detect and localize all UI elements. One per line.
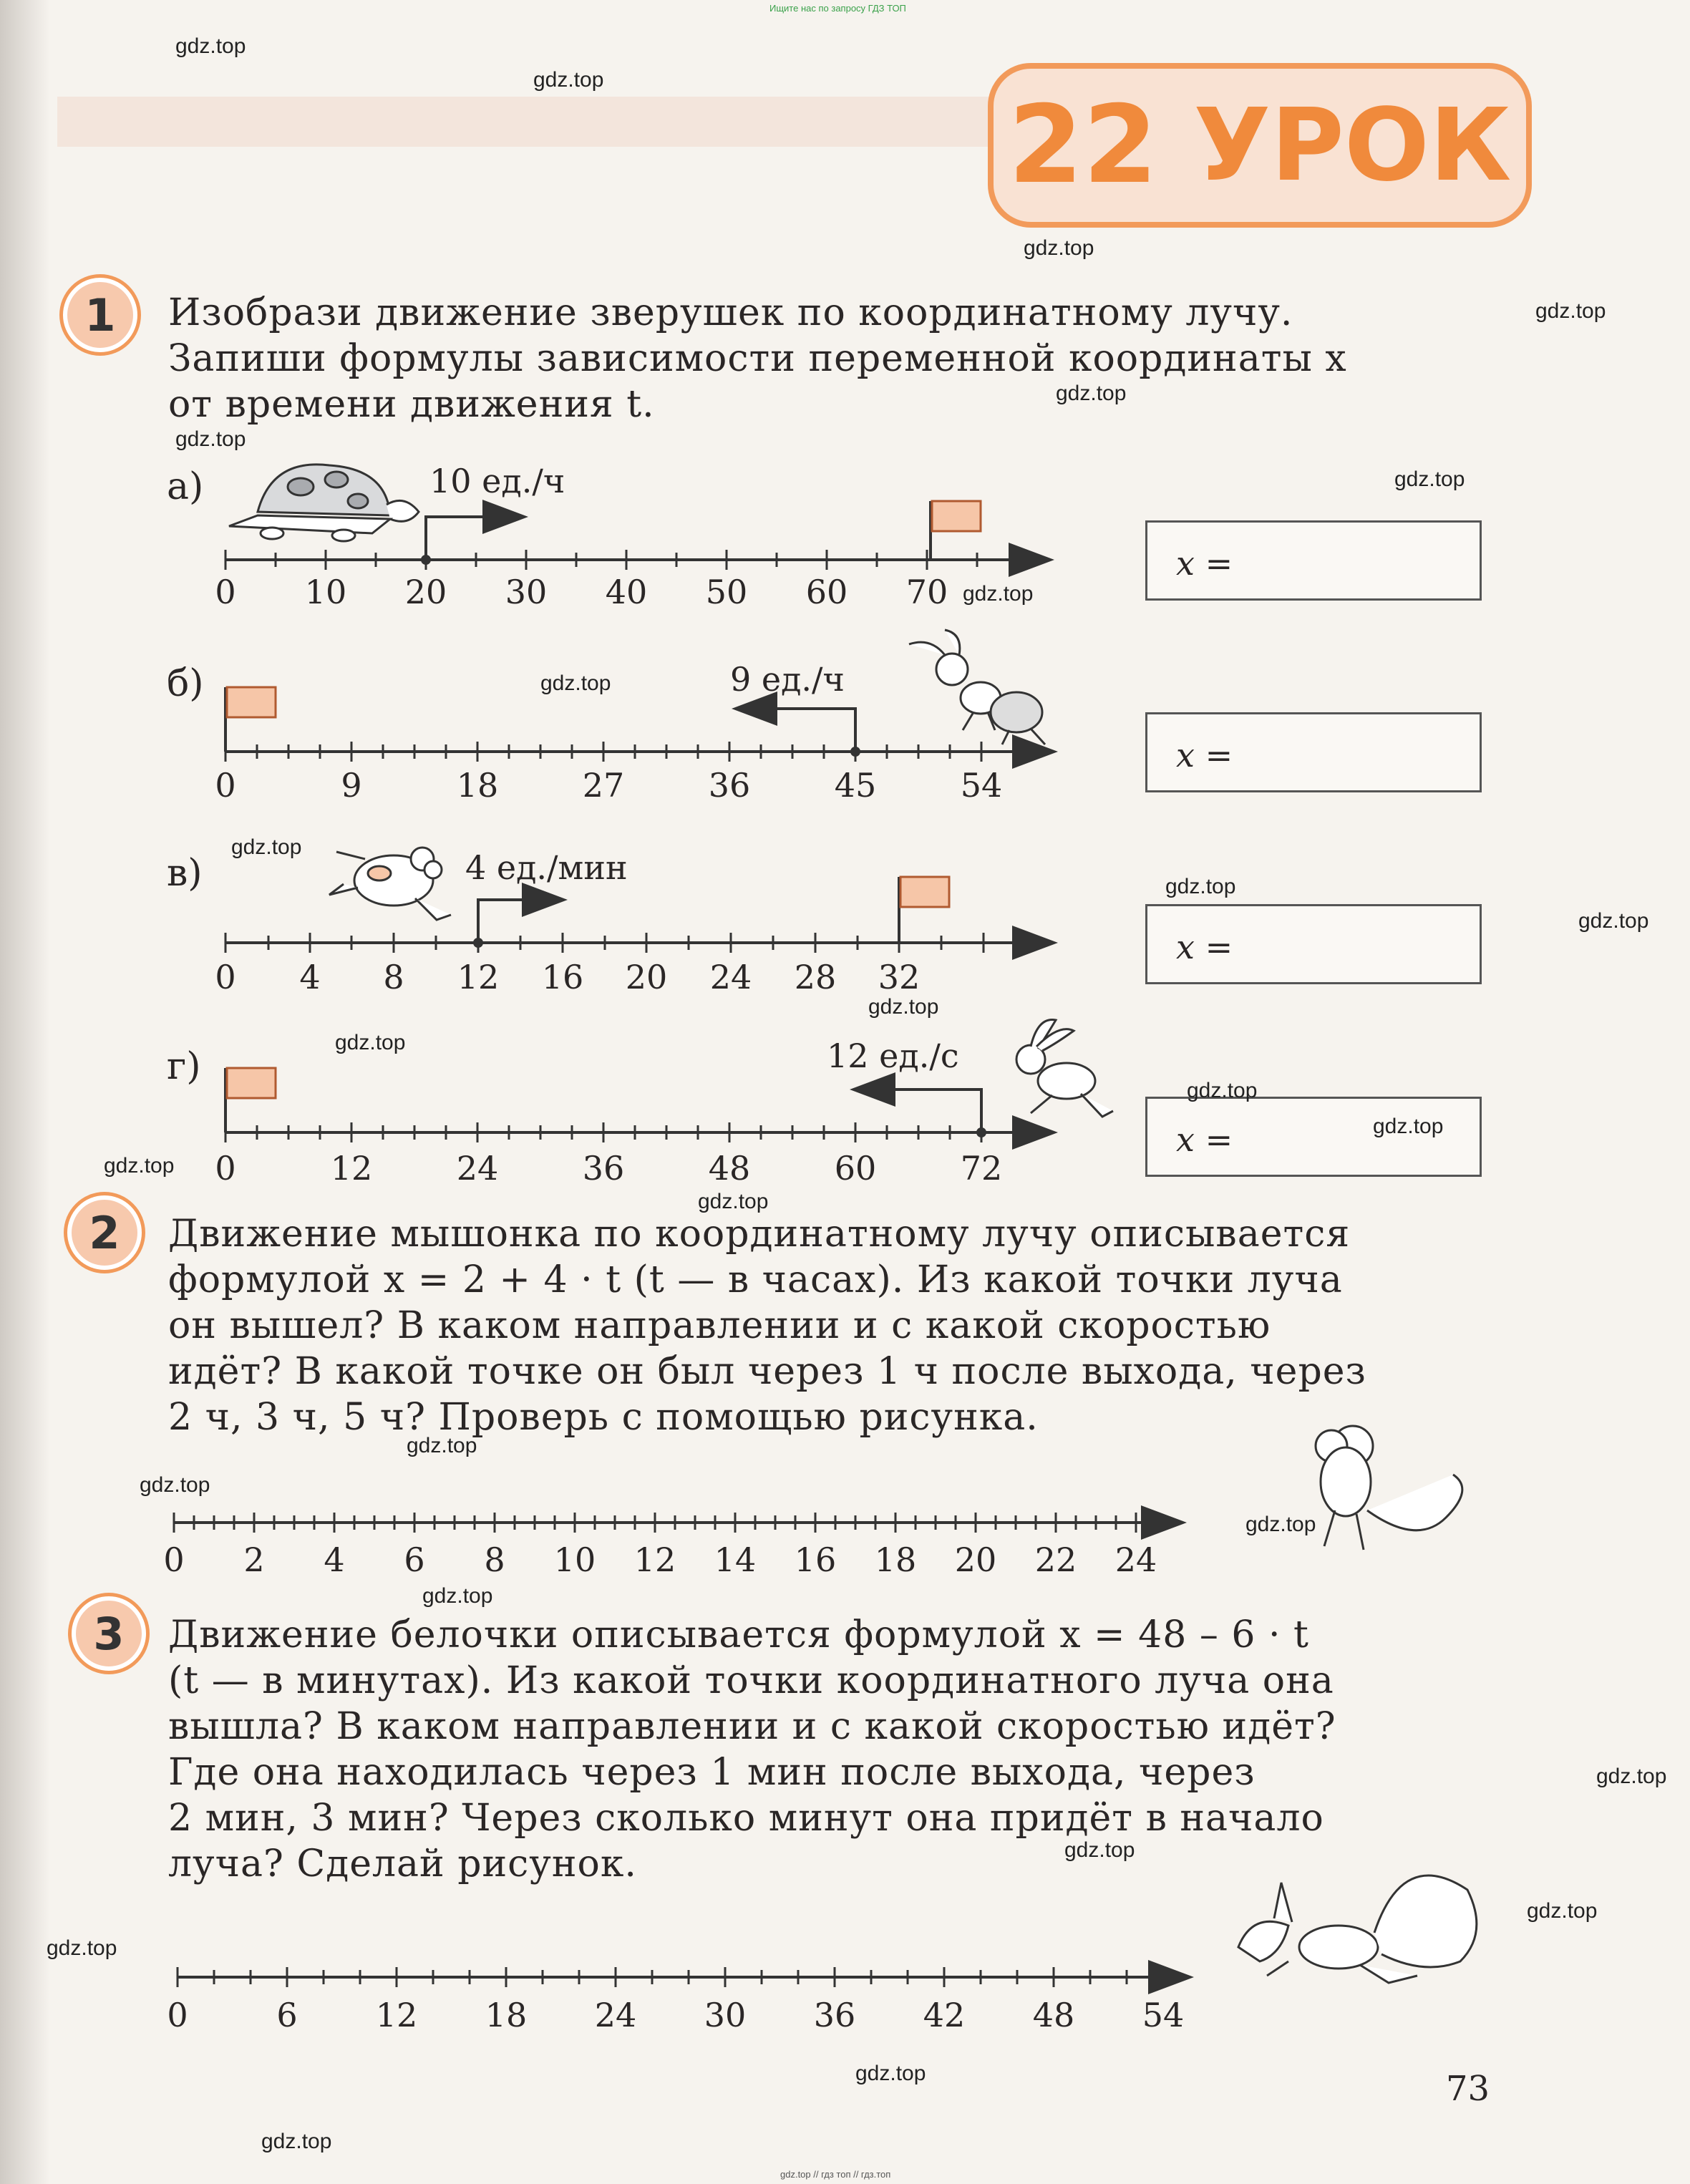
tick-label: 24: [1114, 1540, 1157, 1579]
tick-label: 18: [456, 766, 499, 805]
tick-label: 42: [923, 1996, 966, 2034]
task-2-line: идёт? В какой точке он был через 1 ч после выхода, через: [168, 1350, 1366, 1393]
part-c-speed: 4 ед./мин: [465, 848, 628, 887]
watermark: gdz.top: [1165, 875, 1236, 898]
tick-label: 0: [167, 1996, 188, 2034]
watermark: gdz.top: [1596, 1765, 1667, 1788]
part-b-speed: 9 ед./ч: [730, 660, 845, 699]
task-3-line: вышла? В каком направлении и с какой скоростью идёт?: [168, 1705, 1336, 1748]
ray-b: [225, 630, 1052, 762]
tick-label: 14: [714, 1540, 757, 1579]
watermark: gdz.top: [47, 1936, 117, 1960]
tick-label: 10: [304, 573, 347, 611]
watermark: gdz.top: [963, 582, 1034, 606]
part-a-speed: 10 ед./ч: [429, 462, 565, 500]
watermark: gdz.top: [1527, 1899, 1598, 1923]
part-b-label: б): [167, 662, 204, 705]
tick-label: 6: [404, 1540, 425, 1579]
ant-illustration: [909, 630, 1045, 744]
watermark: gdz.top: [533, 68, 604, 92]
answer-label: x =: [1176, 736, 1233, 775]
part-d-label: г): [167, 1045, 201, 1088]
watermark: gdz.top: [868, 995, 939, 1019]
tick-label: 6: [276, 1996, 298, 2034]
tick-label: 9: [341, 766, 362, 805]
tick-label: 60: [805, 573, 848, 611]
watermark: gdz.top: [422, 1584, 493, 1608]
tick-label: 36: [708, 766, 751, 805]
tick-label: 8: [383, 958, 404, 996]
page-number: 73: [1446, 2069, 1490, 2109]
mouse-illustration: [1316, 1426, 1462, 1550]
watermark: gdz.top: [698, 1190, 769, 1213]
tick-label: 10: [553, 1540, 596, 1579]
tick-label: 18: [874, 1540, 917, 1579]
part-d-speed: 12 ед./с: [827, 1037, 959, 1075]
tick-label: 24: [594, 1996, 637, 2034]
tick-label: 22: [1034, 1540, 1077, 1579]
rabbit-illustration: [1016, 1019, 1113, 1117]
task-2-line: он вышел? В каком направлении и с какой скоростью: [168, 1304, 1271, 1347]
tick-label: 27: [582, 766, 625, 805]
tick-label: 4: [299, 958, 321, 996]
tick-label: 16: [794, 1540, 837, 1579]
lesson-number: 22: [1008, 83, 1158, 208]
tick-label: 48: [1032, 1996, 1075, 2034]
watermark: gdz.top: [175, 427, 246, 451]
tick-label: 48: [708, 1149, 751, 1188]
tick-label: 16: [541, 958, 584, 996]
ray-a: [225, 465, 1049, 570]
tick-label: 0: [215, 1149, 236, 1188]
answer-label: x =: [1176, 928, 1233, 966]
tick-label: 4: [324, 1540, 345, 1579]
task-1-number: 1: [63, 278, 137, 352]
watermark: gdz.top: [231, 835, 302, 859]
tick-label: 36: [813, 1996, 856, 2034]
watermark: gdz.top: [855, 2062, 926, 2085]
watermark: gdz.top: [1578, 909, 1649, 933]
ray-task-3: [178, 1875, 1477, 1987]
watermark: gdz.top: [407, 1434, 477, 1457]
tick-label: 8: [484, 1540, 505, 1579]
watermark: gdz.top: [1187, 1079, 1258, 1102]
watermark: gdz.top: [1535, 299, 1606, 323]
task-2-line: Движение мышонка по координатному лучу описывается: [168, 1213, 1351, 1256]
task-3-line: луча? Сделай рисунок.: [168, 1843, 637, 1885]
tick-label: 0: [215, 958, 236, 996]
bottom-banner: gdz.top // гдз топ // гдз.топ: [780, 2169, 891, 2180]
tick-label: 20: [954, 1540, 997, 1579]
top-banner: Ищите нас по запросу ГДЗ ТОП: [769, 3, 906, 14]
part-c-label: в): [167, 852, 203, 895]
tick-label: 45: [834, 766, 877, 805]
frog-illustration: [329, 848, 451, 920]
tick-label: 28: [794, 958, 837, 996]
tick-label: 30: [704, 1996, 747, 2034]
watermark: gdz.top: [140, 1473, 210, 1497]
task-2-number: 2: [67, 1195, 142, 1270]
tick-label: 70: [905, 573, 948, 611]
tick-label: 36: [582, 1149, 625, 1188]
task-2-line: 2 ч, 3 ч, 5 ч? Проверь с помощью рисунка.: [168, 1396, 1039, 1439]
watermark: gdz.top: [1024, 236, 1094, 260]
tick-label: 18: [485, 1996, 528, 2034]
watermark: gdz.top: [335, 1031, 406, 1054]
task-1-line: Запиши формулы зависимости переменной координаты x: [168, 337, 1347, 380]
tick-label: 60: [834, 1149, 877, 1188]
part-a-label: а): [167, 465, 204, 508]
watermark: gdz.top: [104, 1154, 175, 1178]
tick-label: 12: [457, 958, 500, 996]
task-3-line: 2 мин, 3 мин? Через сколько минут она придёт в начало: [168, 1797, 1324, 1840]
task-3-number: 3: [72, 1596, 146, 1671]
tick-label: 24: [456, 1149, 499, 1188]
tick-label: 50: [705, 573, 748, 611]
tick-label: 12: [375, 1996, 418, 2034]
watermark: gdz.top: [1394, 467, 1465, 491]
tick-label: 40: [605, 573, 648, 611]
watermark: gdz.top: [1373, 1115, 1444, 1138]
tick-label: 0: [215, 573, 236, 611]
tick-label: 54: [960, 766, 1003, 805]
watermark: gdz.top: [175, 34, 246, 58]
tick-label: 20: [404, 573, 447, 611]
tick-label: 54: [1142, 1996, 1185, 2034]
tick-label: 12: [633, 1540, 676, 1579]
tick-label: 32: [878, 958, 921, 996]
tick-label: 2: [243, 1540, 265, 1579]
watermark: gdz.top: [1056, 382, 1127, 405]
answer-label: x =: [1176, 1120, 1233, 1159]
tick-label: 0: [163, 1540, 185, 1579]
task-3-line: Где она находилась через 1 мин после выхода, через: [168, 1751, 1256, 1794]
task-3-line: (t — в минутах). Из какой точки координатного луча она: [168, 1659, 1334, 1702]
tick-label: 20: [625, 958, 668, 996]
tick-label: 30: [505, 573, 548, 611]
ray-c: [225, 848, 1052, 953]
watermark: gdz.top: [261, 2130, 332, 2153]
task-3-line: Движение белочки описывается формулой x = 48 – 6 · t: [168, 1613, 1309, 1656]
tick-label: 12: [330, 1149, 373, 1188]
task-2-line: формулой x = 2 + 4 · t (t — в часах). Из какой точки луча: [168, 1258, 1343, 1301]
task-1-line: Изобрази движение зверушек по координатному лучу.: [168, 291, 1293, 334]
turtle-illustration: [229, 465, 419, 541]
squirrel-illustration: [1238, 1875, 1477, 1983]
watermark: gdz.top: [1245, 1513, 1316, 1536]
watermark: gdz.top: [1064, 1838, 1135, 1862]
tick-label: 0: [215, 766, 236, 805]
tick-label: 24: [709, 958, 752, 996]
lesson-word: УРОК: [1193, 87, 1512, 204]
tick-label: 72: [960, 1149, 1003, 1188]
task-1-line: от времени движения t.: [168, 383, 655, 426]
answer-label: x =: [1176, 544, 1233, 583]
watermark: gdz.top: [540, 671, 611, 695]
